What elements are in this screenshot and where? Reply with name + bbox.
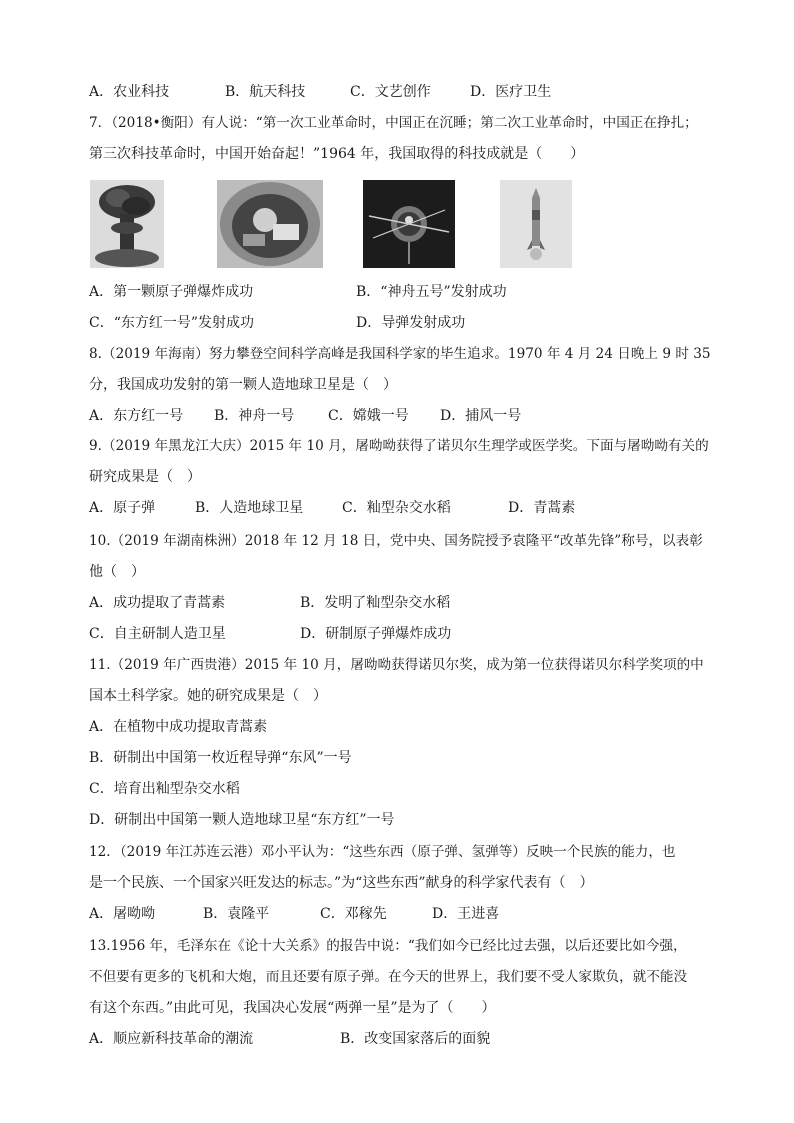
q12-option-a: A．屠呦呦 bbox=[89, 906, 156, 922]
q12-stem-line-2: 是一个民族、一个国家兴旺发达的标志。”为“这些东西”献身的科学家代表有（ ） bbox=[89, 875, 594, 891]
q8-option-c: C．嫦娥一号 bbox=[328, 408, 409, 424]
q10-option-a: A．成功提取了青蒿素 bbox=[89, 595, 226, 611]
q11-option-a: A．在植物中成功提取青蒿素 bbox=[89, 719, 268, 735]
q8-stem-line-2: 分，我国成功发射的第一颗人造地球卫星是（ ） bbox=[89, 377, 397, 393]
q9-stem-line-1: 9.（2019 年黑龙江大庆）2015 年 10 月，屠呦呦获得了诺贝尔生理学或医学奖。下面与屠呦呦有关的 bbox=[89, 438, 709, 454]
q9-stem-line-2: 研究成果是（ ） bbox=[89, 469, 201, 485]
q7-option-c: C．“东方红一号”发射成功 bbox=[89, 315, 255, 331]
q12-option-b: B．袁隆平 bbox=[203, 906, 270, 922]
missile-photo bbox=[500, 180, 572, 268]
q8-option-a: A．东方红一号 bbox=[89, 408, 184, 424]
q6-option-d: D．医疗卫生 bbox=[470, 84, 552, 100]
q6-option-b: B．航天科技 bbox=[225, 84, 306, 100]
q9-option-a: A．原子弹 bbox=[89, 500, 156, 516]
q7-stem-line-2: 第三次科技革命时，中国开始奋起！”1964 年，我国取得的科技成就是（ ） bbox=[89, 146, 585, 162]
q12-option-d: D．王进喜 bbox=[432, 906, 500, 922]
satellite-photo bbox=[363, 180, 455, 268]
q10-option-b: B．发明了籼型杂交水稻 bbox=[300, 595, 451, 611]
q13-option-a: A．顺应新科技革命的潮流 bbox=[89, 1031, 254, 1047]
q11-option-c: C．培育出籼型杂交水稻 bbox=[89, 781, 240, 797]
q12-stem-line-1: 12．（2019 年江苏连云港）邓小平认为：“这些东西（原子弹、氢弹等）反映一个民族的能力，也 bbox=[89, 844, 676, 860]
q10-option-d: D．研制原子弹爆炸成功 bbox=[300, 626, 452, 642]
q6-option-c: C．文艺创作 bbox=[350, 84, 431, 100]
q9-option-d: D．青蒿素 bbox=[508, 500, 576, 516]
q7-option-a: A．第一颗原子弹爆炸成功 bbox=[89, 284, 254, 300]
q7-option-d: D．导弹发射成功 bbox=[356, 315, 466, 331]
q9-option-c: C．籼型杂交水稻 bbox=[342, 500, 451, 516]
q10-option-c: C．自主研制人造卫星 bbox=[89, 626, 226, 642]
q13-option-b: B．改变国家落后的面貌 bbox=[340, 1031, 491, 1047]
q13-stem-line-2: 不但要有更多的飞机和大炮，而且还要有原子弹。在今天的世界上，我们要不受人家欺负，就不能没 bbox=[89, 969, 688, 985]
q10-stem-line-1: 10.（2019 年湖南株洲）2018 年 12 月 18 日，党中央、国务院授予袁隆平“改革先锋”称号，以表彰 bbox=[89, 533, 703, 549]
mushroom-cloud-photo bbox=[90, 180, 164, 268]
q8-option-b: B．神舟一号 bbox=[214, 408, 295, 424]
q13-stem-line-1: 13.1956 年，毛泽东在《论十大关系》的报告中说：“我们如今已经比过去强，以后还要比如今强， bbox=[89, 938, 687, 954]
q8-option-d: D．捕风一号 bbox=[440, 408, 522, 424]
q13-stem-line-3: 有这个东西。”由此可见，我国决心发展“两弹一星”是为了（ ） bbox=[89, 1000, 496, 1016]
astronaut-capsule-photo bbox=[217, 180, 323, 268]
q11-option-b: B．研制出中国第一枚近程导弹“东风”一号 bbox=[89, 750, 352, 766]
q11-stem-line-2: 国本土科学家。她的研究成果是（ ） bbox=[89, 688, 327, 704]
q11-stem-line-1: 11.（2019 年广西贵港）2015 年 10 月，屠呦呦获得诺贝尔奖，成为第一位获得诺贝尔科学奖项的中 bbox=[89, 657, 704, 673]
q8-stem-line-1: 8.（2019 年海南）努力攀登空间科学高峰是我国科学家的毕生追求。1970 年 4 月 24 日晚上 9 时 35 bbox=[89, 346, 711, 362]
q12-option-c: C．邓稼先 bbox=[320, 906, 387, 922]
q10-stem-line-2: 他（ ） bbox=[89, 564, 145, 580]
q7-stem-line-1: 7．（2018•衡阳）有人说：“第一次工业革命时，中国正在沉睡；第二次工业革命时，中国正在挣扎； bbox=[89, 115, 698, 131]
q9-option-b: B．人造地球卫星 bbox=[195, 500, 304, 516]
q11-option-d: D．研制出中国第一颗人造地球卫星“东方红”一号 bbox=[89, 812, 395, 828]
q6-option-a: A．农业科技 bbox=[89, 84, 170, 100]
q7-option-b: B．“神舟五号”发射成功 bbox=[356, 284, 507, 300]
